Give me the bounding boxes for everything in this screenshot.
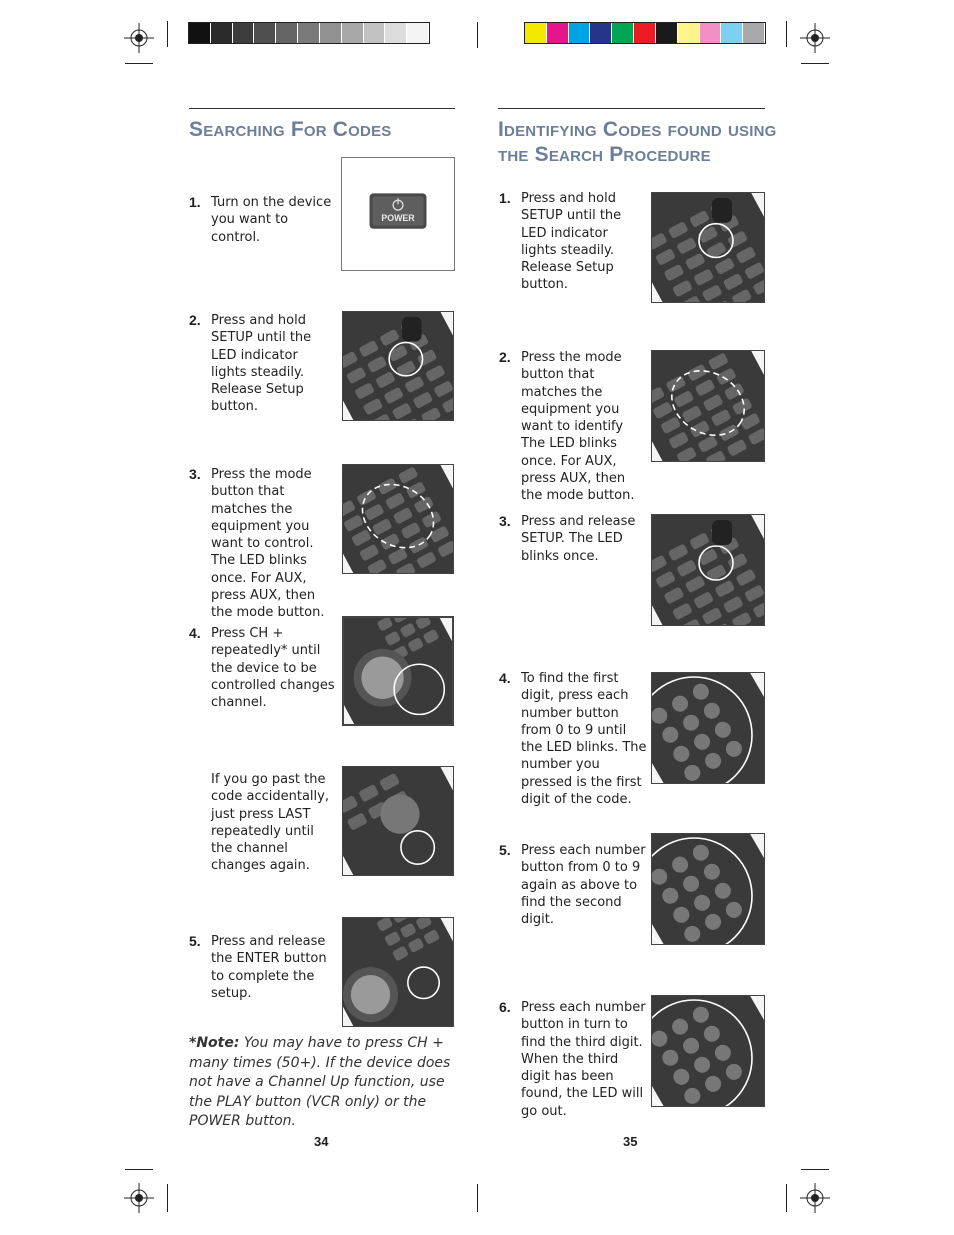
- step-number: 2.: [189, 312, 201, 328]
- setup-button-photo: [342, 311, 454, 421]
- color-swatch: [342, 23, 364, 43]
- right-page-heading-line1: Identifying Codes found using: [498, 118, 777, 141]
- power-label: POWER: [381, 212, 415, 223]
- color-swatch: [525, 23, 547, 43]
- color-swatch: [320, 23, 342, 43]
- note-label: *Note:: [189, 1035, 240, 1051]
- color-swatch: [634, 23, 656, 43]
- step-number: 6.: [499, 999, 511, 1015]
- step-text: Press the mode button that matches the equipment you want to identify The LED blinks once. For AUX, press AUX, then the mode button.: [521, 350, 635, 504]
- registration-mark-icon: [800, 23, 830, 53]
- last-button-photo: [342, 766, 454, 876]
- color-swatch: [407, 23, 429, 43]
- channel-up-photo: [342, 616, 454, 726]
- step-text: Press and hold SETUP until the LED indicator lights steadily. Release Setup button.: [521, 191, 622, 293]
- step-number: 1.: [189, 194, 201, 210]
- color-swatch: [569, 23, 591, 43]
- color-swatch: [700, 23, 722, 43]
- color-swatch: [547, 23, 569, 43]
- color-swatch: [721, 23, 743, 43]
- step-number: 3.: [189, 466, 201, 482]
- step-number: 3.: [499, 513, 511, 529]
- step-number: 5.: [189, 933, 201, 949]
- enter-button-photo: [342, 917, 454, 1027]
- left-page-heading: Searching For Codes: [189, 118, 392, 141]
- step-number: 4.: [499, 670, 511, 686]
- step-text: Press and release SETUP. The LED blinks once.: [521, 514, 636, 564]
- step-text: To find the first digit, press each number button from 0 to 9 until the LED blinks. The number you pressed is the first digit of the code.: [521, 671, 647, 808]
- setup-button-photo: [651, 514, 765, 626]
- color-swatch: [233, 23, 255, 43]
- color-swatch: [298, 23, 320, 43]
- step-text: Press and release the ENTER button to complete the setup.: [211, 934, 327, 1001]
- step-number: 2.: [499, 349, 511, 365]
- color-swatch: [276, 23, 298, 43]
- step-number: 4.: [189, 625, 201, 641]
- right-page-heading-line2: the Search Procedure: [498, 143, 711, 166]
- color-swatch: [743, 23, 765, 43]
- color-swatch: [590, 23, 612, 43]
- color-swatch: [211, 23, 233, 43]
- color-swatch: [364, 23, 386, 43]
- registration-mark-icon: [124, 23, 154, 53]
- step-text: Press CH + repeatedly* until the device to be controlled changes channel.: [211, 626, 335, 711]
- color-swatch: [678, 23, 700, 43]
- left-heading-rule: [189, 108, 455, 109]
- registration-mark-icon: [800, 1183, 830, 1213]
- page-number: 34: [314, 1134, 329, 1149]
- note-text: You may have to press CH + many times (50+). If the device does not have a Channel Up function, use the PLAY button (VCR only) or the POWER button.: [189, 1035, 451, 1129]
- page-number: 35: [623, 1134, 638, 1149]
- step-number: 5.: [499, 842, 511, 858]
- footnote: [189, 1034, 457, 1132]
- step-text: If you go past the code accidentally, just press LAST repeatedly until the channel changes again.: [211, 772, 329, 874]
- registration-mark-icon: [124, 1183, 154, 1213]
- right-heading-rule: [498, 108, 765, 109]
- setup-button-photo: [651, 192, 765, 303]
- number-keypad-photo: [651, 995, 765, 1107]
- number-keypad-photo: [651, 833, 765, 945]
- color-swatch: [254, 23, 276, 43]
- color-swatch: [189, 23, 211, 43]
- mode-buttons-photo: [651, 350, 765, 462]
- power-button-photo: [341, 157, 455, 271]
- number-keypad-photo: [651, 672, 765, 784]
- step-text: Press the mode button that matches the equipment you want to control. The LED blinks once. For AUX, press AUX, then the mode button.: [211, 467, 325, 621]
- step-text: Press each number button in turn to find the third digit. When the third digit has been found, the LED will go out.: [521, 1000, 646, 1119]
- color-swatch: [612, 23, 634, 43]
- mode-buttons-photo: [342, 464, 454, 574]
- color-swatch: [385, 23, 407, 43]
- step-text: Press each number button from 0 to 9 again as above to find the second digit.: [521, 843, 646, 928]
- color-swatch: [656, 23, 678, 43]
- step-text: Press and hold SETUP until the LED indicator lights steadily. Release Setup button.: [211, 313, 312, 415]
- step-number: 1.: [499, 190, 511, 206]
- step-text: Turn on the device you want to control.: [211, 195, 332, 245]
